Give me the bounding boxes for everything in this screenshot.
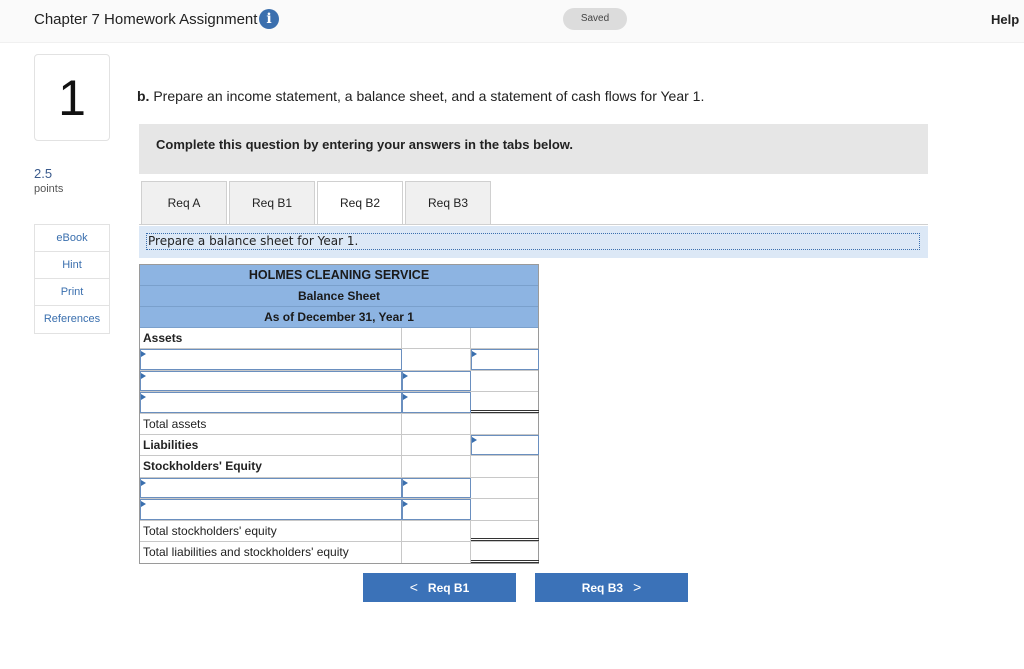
help-link[interactable]: Help [991, 12, 1020, 27]
prev-req-button[interactable] [363, 573, 516, 602]
cell [471, 542, 539, 563]
asset-account-select-3[interactable] [140, 392, 402, 412]
total-assets-label: Total assets [140, 414, 402, 434]
equity-account-select-1[interactable] [140, 478, 402, 498]
table-row [140, 478, 538, 499]
tab-req-b1[interactable]: Req B1 [229, 181, 315, 224]
cell [471, 499, 539, 519]
next-req-label: Req B3 [581, 581, 624, 595]
cell [471, 456, 539, 476]
table-row [140, 435, 538, 456]
equity-account-select-2[interactable] [140, 499, 402, 519]
balance-sheet [139, 264, 539, 564]
table-row [140, 456, 538, 477]
statement-date: As of December 31, Year 1 [140, 307, 538, 328]
table-row [140, 328, 538, 349]
cell [471, 414, 539, 434]
chevron-right-icon: > [633, 579, 642, 595]
asset-amount-input-3[interactable] [402, 392, 471, 412]
equity-amount-input-2[interactable] [402, 499, 471, 519]
asset-account-select-2[interactable] [140, 371, 402, 391]
hint-link[interactable]: Hint [35, 252, 109, 279]
liabilities-heading: Liabilities [140, 435, 402, 455]
statement-name: Balance Sheet [140, 286, 538, 307]
cell [402, 542, 471, 563]
cell [402, 349, 471, 369]
equity-amount-input-1[interactable] [402, 478, 471, 498]
table-row [140, 371, 538, 392]
instruction-text: Complete this question by entering your answers in the tabs below. [156, 137, 574, 152]
saved-status-badge: Saved [563, 8, 627, 30]
table-row [140, 349, 538, 370]
ebook-link[interactable]: eBook [35, 225, 109, 252]
total-equity-label: Total stockholders' equity [140, 521, 402, 541]
tab-req-b3[interactable]: Req B3 [405, 181, 491, 224]
table-row [140, 414, 538, 435]
cell [471, 478, 539, 498]
table-row [140, 521, 538, 542]
asset-amount-input-1[interactable] [471, 349, 539, 369]
prompt-text: Prepare an income statement, a balance sheet, and a statement of cash flows for Year 1. [153, 88, 705, 104]
table-row [140, 392, 538, 413]
chevron-left-icon: < [409, 579, 418, 595]
table-row [140, 542, 538, 563]
tab-req-a[interactable]: Req A [141, 181, 227, 224]
asset-account-select-1[interactable] [140, 349, 402, 369]
asset-amount-input-2[interactable] [402, 371, 471, 391]
equity-heading: Stockholders' Equity [140, 456, 402, 476]
points-label: points [34, 183, 64, 195]
prompt-part: b. [137, 88, 150, 104]
next-req-button[interactable] [535, 573, 688, 602]
cell [402, 414, 471, 434]
cell [402, 456, 471, 476]
total-liab-equity-label: Total liabilities and stockholders' equity [140, 542, 402, 563]
subprompt-bar [139, 226, 928, 258]
liabilities-amount-input[interactable] [471, 435, 539, 455]
subprompt-text: Prepare a balance sheet for Year 1. [146, 233, 920, 250]
side-menu [34, 224, 110, 334]
cell [402, 328, 471, 348]
company-name: HOLMES CLEANING SERVICE [140, 265, 538, 286]
prev-req-label: Req B1 [427, 581, 470, 595]
cell [471, 392, 539, 412]
question-number: 1 [34, 54, 110, 141]
tab-divider [139, 224, 928, 225]
cell [471, 521, 539, 541]
print-link[interactable]: Print [35, 279, 109, 306]
points-value: 2.5 [34, 166, 53, 181]
assignment-title: Chapter 7 Homework Assignment [34, 11, 258, 28]
info-icon[interactable]: i [259, 9, 279, 29]
top-bar [0, 0, 1024, 43]
table-row [140, 499, 538, 520]
cell [471, 328, 539, 348]
instruction-bar [139, 124, 928, 174]
tab-req-b2[interactable]: Req B2 [317, 181, 403, 225]
cell [471, 371, 539, 391]
references-link[interactable]: References [35, 306, 109, 333]
assets-heading: Assets [140, 328, 402, 348]
question-prompt [137, 88, 704, 104]
cell [402, 435, 471, 455]
cell [402, 521, 471, 541]
